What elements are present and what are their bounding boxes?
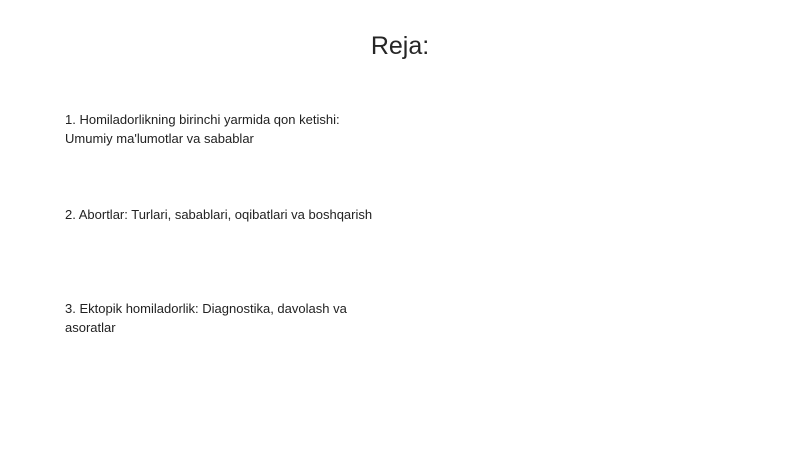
- agenda-item-2-line-1: 2. Abortlar: Turlari, sabablari, oqibatlari va boshqarish: [65, 207, 373, 222]
- agenda-item-3-line-1: 3. Ektopik homiladorlik: Diagnostika, davolash va: [65, 301, 347, 316]
- agenda-item-1-line-1: 1. Homiladorlikning birinchi yarmida qon ketishi:: [65, 112, 340, 127]
- agenda-item-1-line-2: Umumiy ma'lumotlar va sabablar: [65, 131, 254, 146]
- agenda-item-3-line-2: asoratlar: [65, 320, 116, 335]
- agenda-item-2: [65, 205, 372, 224]
- slide-title: Reja:: [370, 32, 430, 60]
- agenda-item-3: [65, 299, 347, 337]
- agenda-item-1: [65, 110, 340, 148]
